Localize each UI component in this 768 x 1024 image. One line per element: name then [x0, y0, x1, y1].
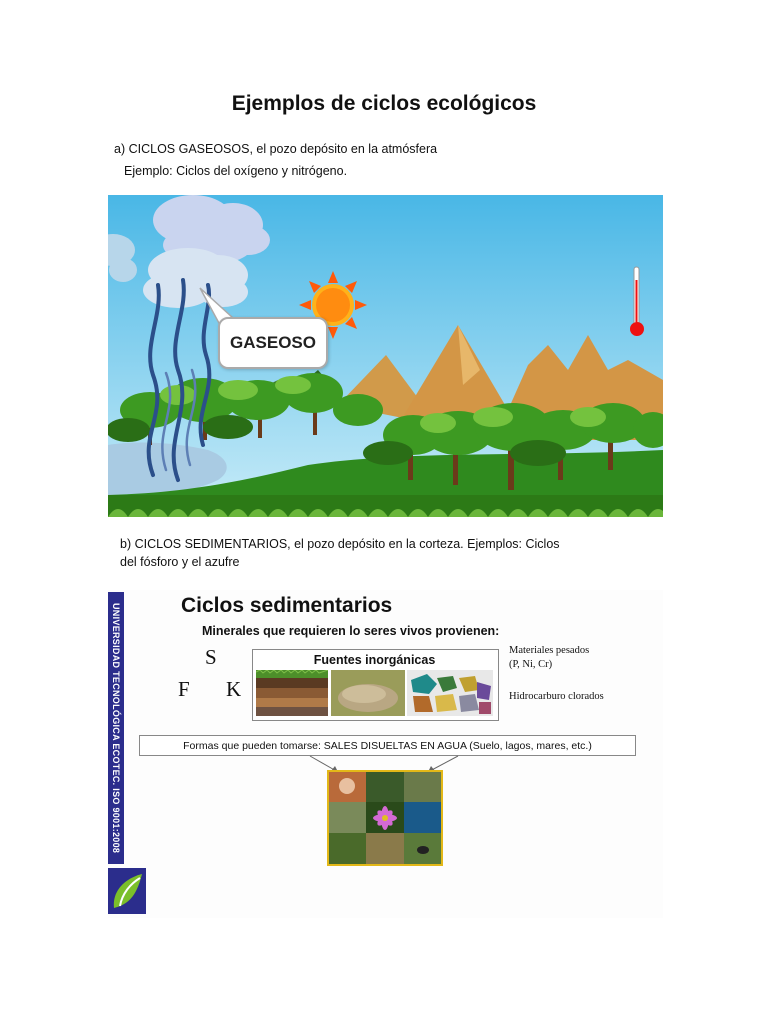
slide-title: Ciclos sedimentarios	[181, 594, 393, 617]
soil-layers-image	[256, 670, 328, 716]
section-a-line2: Ejemplo: Ciclos del oxígeno y nitrógeno.	[124, 164, 348, 178]
section-b-line2: del fósforo y el azufre	[120, 555, 240, 569]
section-a-line1: a) CICLOS GASEOSOS, el pozo depósito en la atmósfera	[114, 142, 438, 156]
university-logo	[108, 868, 146, 914]
section-b-line1: b) CICLOS SEDIMENTARIOS, el pozo depósito en la corteza. Ejemplos: Ciclos	[120, 537, 560, 551]
element-f: F	[178, 677, 190, 701]
heavy-materials-note	[509, 644, 589, 672]
gaseoso-speech-bubble: GASEOSO	[218, 317, 328, 369]
living-beings-collage	[327, 770, 443, 866]
minerals-image	[407, 670, 493, 716]
element-s: S	[205, 645, 217, 669]
rock-image	[331, 670, 405, 716]
inorganic-sources-label: Fuentes inorgánicas	[313, 653, 436, 667]
forms-box: Formas que pueden tomarse: SALES DISUELTAS EN AGUA (Suelo, lagos, mares, etc.)	[139, 735, 636, 756]
heavy-materials-line1: Materiales pesados	[509, 645, 590, 656]
university-vertical-banner: UNIVERSIDAD TECNOLÓGICA ECOTEC. ISO 9001:2008	[108, 592, 124, 864]
slide-subtitle: Minerales que requieren lo seres vivos provienen:	[202, 624, 500, 638]
heavy-materials-line2: (P, Ni, Cr)	[509, 659, 553, 670]
gaseous-cycle-illustration	[108, 195, 663, 517]
element-k: K	[226, 677, 242, 701]
page-title: Ejemplos de ciclos ecológicos	[231, 92, 537, 115]
chlorinated-hydrocarbons-note: Hidrocarburo clorados	[509, 691, 604, 702]
